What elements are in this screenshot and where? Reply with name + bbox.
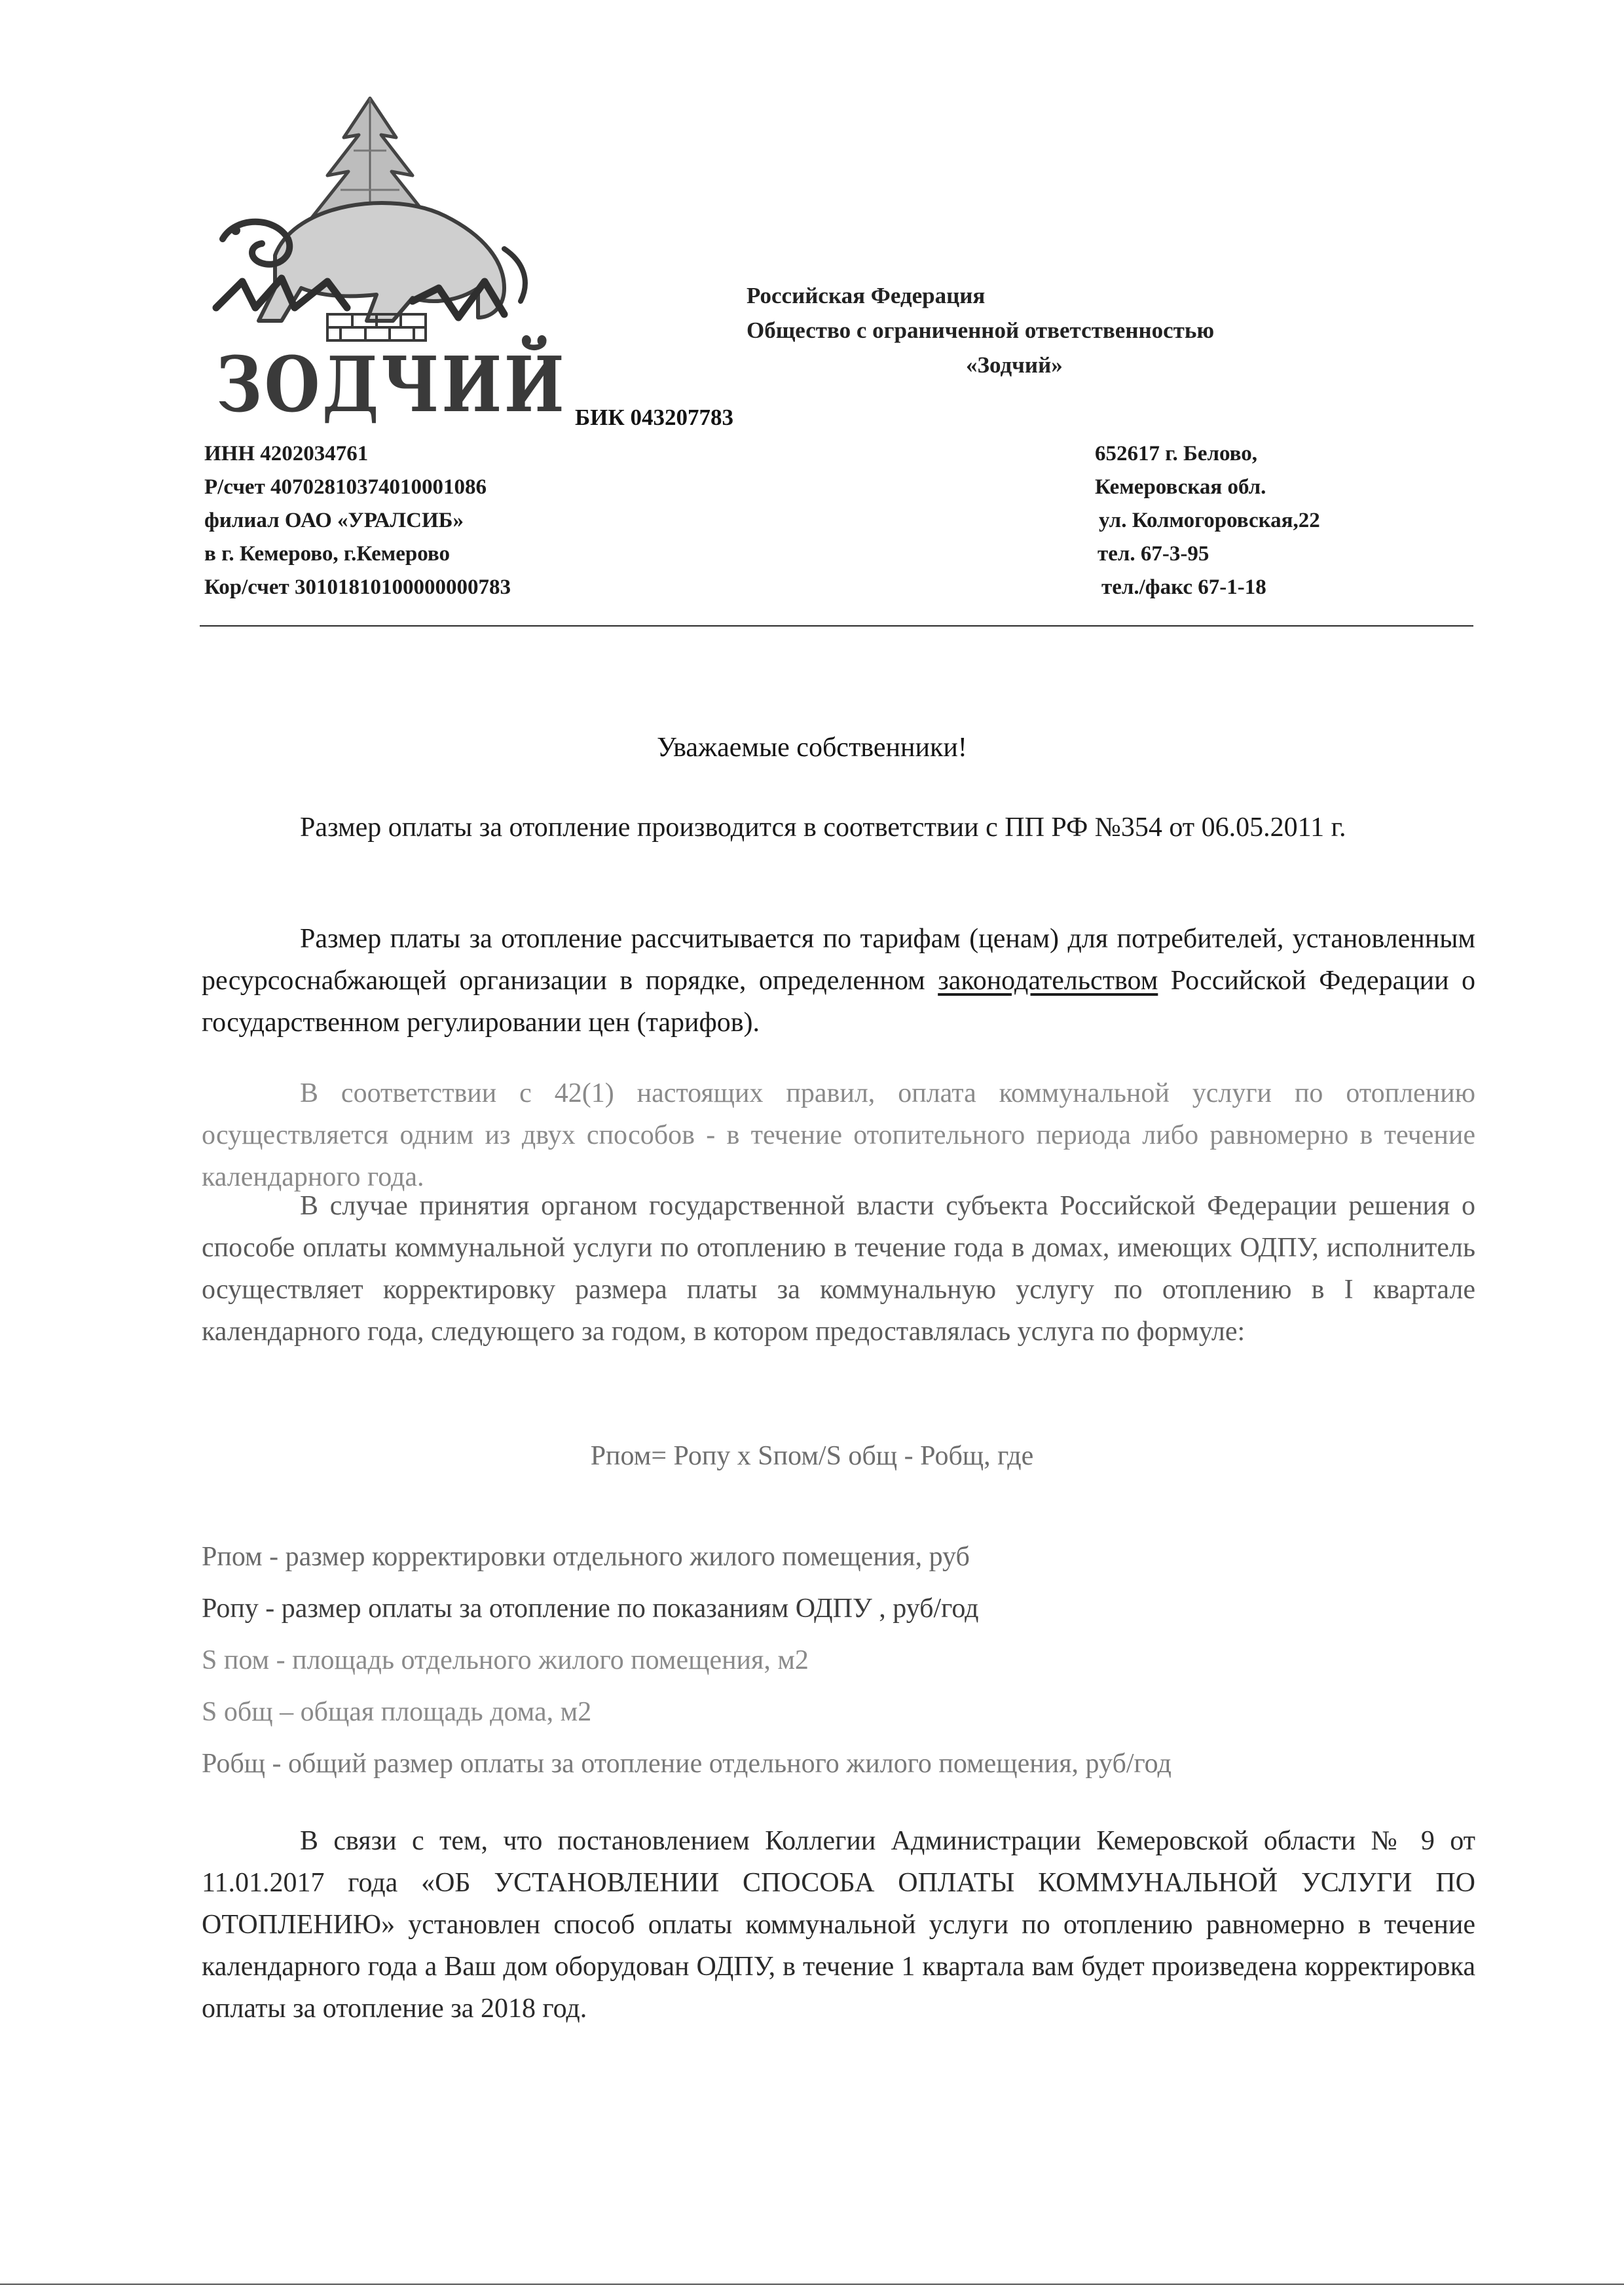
paragraph-resolution: В связи с тем, что постановлением Коллегии Администрации Кемеровской области № 9 от 11.01.2017 года «ОБ УСТАНОВЛЕНИИ СПОСОБА ОПЛАТЫ КОММУНАЛЬНОЙ УСЛУГИ ПО ОТОПЛЕНИЮ» установлен способ оплаты коммунальной услуги по отоплению равномерно в течение календарного года а Ваш дом оборудован ОДПУ, в течение 1 квартала вам будет произведена корректировка оплаты за отопление за 2018 год. xyxy=(202,1826,1475,2024)
formula-legend-item: Ропу - размер оплаты за отопление по показаниям ОДПУ , руб/год xyxy=(202,1594,979,1624)
paragraph-adjustment xyxy=(202,1185,1475,1353)
bank-line: ИНН 4202034761 xyxy=(204,442,369,465)
paragraph-tariffs-text: Размер платы за отопление рассчитывается по тарифам (ценам) для потребителей, установленным ресурсоснабжающей организации в порядке, определенном xyxy=(202,924,1475,996)
paragraph-tariffs-text-end: Российской Федерации о государственном регулировании цен (тарифов). xyxy=(202,966,1475,1038)
page-bottom-edge xyxy=(0,2284,1624,2285)
legislation-link[interactable]: законодательством xyxy=(938,966,1158,996)
formula-legend-item: S общ – общая площадь дома, м2 xyxy=(202,1697,592,1727)
address-line: 652617 г. Белово, xyxy=(1095,442,1258,465)
paragraph-tariffs xyxy=(202,918,1475,1044)
organization-header xyxy=(747,278,1336,382)
formula-legend-item: S пом - площадь отдельного жилого помещения, м2 xyxy=(202,1645,809,1675)
address-line: Кемеровская обл. xyxy=(1095,475,1266,499)
country-line: Российская Федерация xyxy=(747,283,986,308)
bank-line: Кор/счет 30101810100000000783 xyxy=(204,575,511,599)
bank-line: Р/счет 40702810374010001086 xyxy=(204,475,487,499)
greeting-heading: Уважаемые собственники! xyxy=(657,733,967,763)
company-logo xyxy=(196,92,567,429)
address-details xyxy=(1095,437,1320,604)
address-line: тел. 67-3-95 xyxy=(1098,542,1209,566)
bank-details xyxy=(204,437,511,604)
bank-line: в г. Кемерово, г.Кемерово xyxy=(204,542,450,566)
address-line: тел./факс 67-1-18 xyxy=(1101,575,1266,599)
org-name-line: «Зодчий» xyxy=(966,352,1063,378)
paragraph-payment-methods: В соответствии с 42(1) настоящих правил, оплата коммунальной услуги по отоплению осуществляется одним из двух способов - в течение отопительного периода либо равномерно в течение календарного года. xyxy=(202,1078,1475,1192)
formula-legend-item: Рпом - размер корректировки отдельного жилого помещения, руб xyxy=(202,1542,970,1572)
bik-code: БИК 043207783 xyxy=(575,405,733,430)
letterhead-divider xyxy=(200,625,1473,627)
bank-line: филиал ОАО «УРАЛСИБ» xyxy=(204,509,464,532)
formula-legend-item: Робщ - общий размер оплаты за отопление отдельного жилого помещения, руб/год xyxy=(202,1749,1172,1779)
address-line: ул. Колмогоровская,22 xyxy=(1099,509,1320,532)
org-type-line: Общество с ограниченной ответственностью xyxy=(747,318,1215,343)
adjustment-formula: Рпом= Ропу х Sпом/S общ - Робщ, где xyxy=(590,1441,1034,1471)
paragraph-payment-basis: Размер оплаты за отопление производится в соответствии с ПП РФ №354 от 06.05.2011 г. xyxy=(300,812,1346,843)
logo-wordmark: ЗОДЧИЙ xyxy=(216,340,567,429)
paragraph-adjustment-text: В случае принятия органом государственной власти субъекта Российской Федерации решения о способе оплаты коммунальной услуги по отоплению в течение года в домах, имеющих ОДПУ, исполнитель осуществляет корректировку размера платы за коммунальную услугу по отоплению в I квартале календарного года, следующего за годом, в котором предоставлялась услуга по формуле: xyxy=(202,1191,1475,1347)
